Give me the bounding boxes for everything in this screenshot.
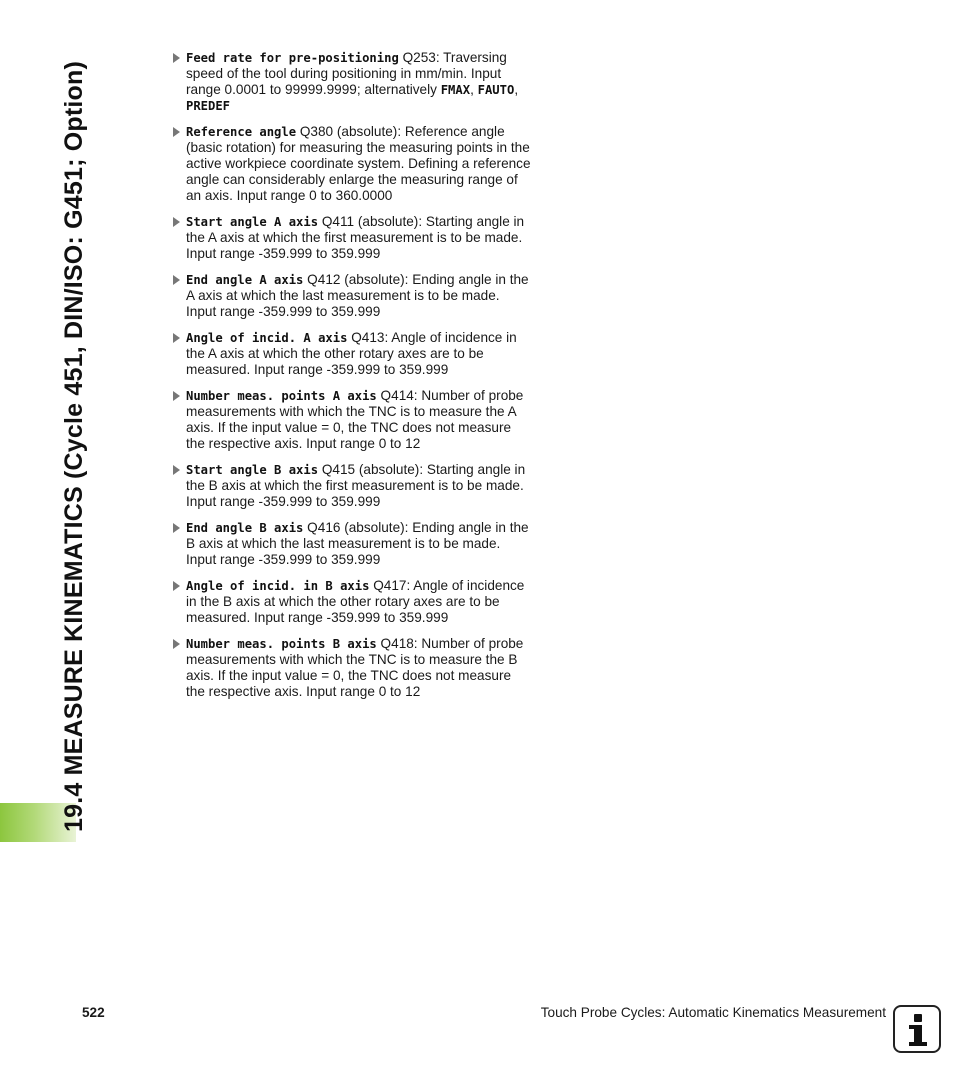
list-item [172,388,532,452]
triangle-bullet-icon [173,639,180,649]
triangle-bullet-icon [173,275,180,285]
parameter-description: Q416 (absolute): Ending angle in the B axis at which the last measurement is to be made. Input range -359.999 to 359.999 [186,520,529,567]
parameter-description: Q417: Angle of incidence in the B axis at which the other rotary axes are to be measured. Input range -359.999 to 359.999 [186,578,525,625]
parameter-name: Angle of incid. in B axis [186,579,370,593]
keyword-predef: PREDEF [186,99,231,113]
info-icon [893,1005,941,1053]
separator: , [514,82,519,97]
parameter-name: Start angle A axis [186,215,319,229]
parameter-description: Q380 (absolute): Reference angle (basic rotation) for measuring the measuring points in the active workpiece coordinate system. Defining a reference angle can considerably enlarge the measuring range of an axis. Input range 0 to 360.0000 [186,124,531,203]
list-item [172,520,532,568]
parameter-description: Q415 (absolute): Starting angle in the B axis at which the first measurement is to be made. Input range -359.999 to 359.999 [186,462,526,509]
parameter-list [172,50,532,710]
triangle-bullet-icon [173,53,180,63]
separator: , [470,82,478,97]
parameter-name: Start angle B axis [186,463,319,477]
triangle-bullet-icon [173,465,180,475]
parameter-name: End angle B axis [186,521,304,535]
list-item [172,462,532,510]
parameter-name: Number meas. points B axis [186,637,377,651]
triangle-bullet-icon [173,523,180,533]
chapter-heading: 19.4 MEASURE KINEMATICS (Cycle 451, DIN/ISO: G451; Option) [60,60,88,832]
parameter-description: Q414: Number of probe measurements with which the TNC is to measure the A axis. If the input value = 0, the TNC does not measure the respective axis. Input range 0 to 12 [186,388,524,451]
triangle-bullet-icon [173,581,180,591]
parameter-description: Q411 (absolute): Starting angle in the A axis at which the first measurement is to be made. Input range -359.999 to 359.999 [186,214,525,261]
triangle-bullet-icon [173,333,180,343]
list-item [172,272,532,320]
parameter-description: Q253: Traversing speed of the tool during positioning in mm/min. Input range 0.0001 to 99999.9999; alternatively [186,50,507,97]
list-item [172,330,532,378]
parameter-name: Number meas. points A axis [186,389,377,403]
info-icon-dot [914,1014,922,1022]
triangle-bullet-icon [173,127,180,137]
list-item [172,214,532,262]
keyword-fauto: FAUTO [477,83,515,97]
list-item [172,578,532,626]
triangle-bullet-icon [173,217,180,227]
keyword-fmax: FMAX [440,83,471,97]
list-item [172,124,532,204]
list-item [172,636,532,700]
footer-chapter-title: Touch Probe Cycles: Automatic Kinematics Measurement [540,1005,886,1020]
page-number: 522 [82,1005,105,1020]
list-item [172,50,532,114]
parameter-description: Q413: Angle of incidence in the A axis at which the other rotary axes are to be measured. Input range -359.999 to 359.999 [186,330,517,377]
triangle-bullet-icon [173,391,180,401]
parameter-name: Feed rate for pre-positioning [186,51,399,65]
parameter-description: Q418: Number of probe measurements with which the TNC is to measure the B axis. If the input value = 0, the TNC does not measure the respective axis. Input range 0 to 12 [186,636,524,699]
parameter-name: End angle A axis [186,273,304,287]
info-icon-base [909,1042,927,1046]
parameter-description: Q412 (absolute): Ending angle in the A axis at which the last measurement is to be made. Input range -359.999 to 359.999 [186,272,529,319]
parameter-name: Angle of incid. A axis [186,331,348,345]
parameter-name: Reference angle [186,125,297,139]
